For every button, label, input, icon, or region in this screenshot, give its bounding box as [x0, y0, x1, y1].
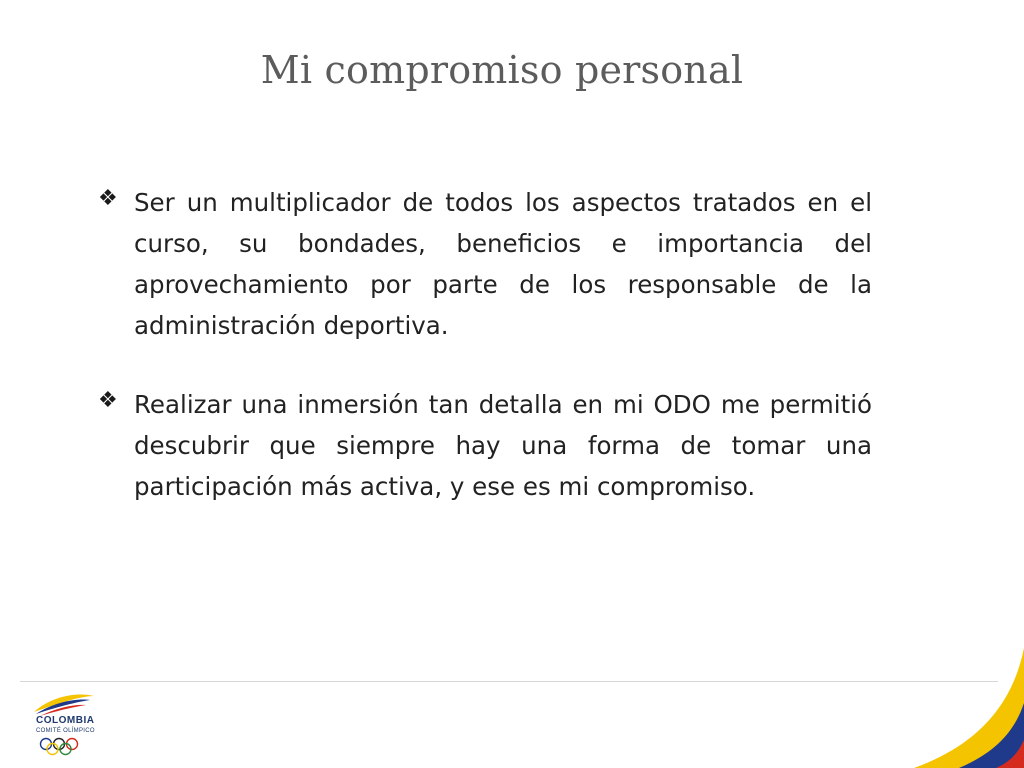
flame-swoosh-icon [22, 688, 122, 718]
bullet-text: Realizar una inmersión tan detalla en mi ODO me permitió descubrir que siempre hay una forma de tomar una participación más activa, y ese es mi compromiso. [134, 390, 872, 501]
bullet-item [98, 384, 872, 507]
logo-country-text: COLOMBIA [36, 715, 95, 726]
bullet-item [98, 182, 872, 346]
diamond-bullet-icon: ❖ [98, 388, 118, 413]
slide-title: Mi compromiso personal [260, 48, 744, 92]
diamond-bullet-icon: ❖ [98, 186, 118, 211]
bullet-text: Ser un multiplicador de todos los aspectos tratados en el curso, su bondades, beneficios e importancia del aprovechamiento por parte de los responsable de la administración deportiva. [134, 188, 872, 340]
colombia-olympic-committee-logo [22, 688, 122, 766]
olympic-rings-icon [36, 736, 96, 756]
flag-corner-decoration [914, 648, 1024, 768]
bullet-list [98, 182, 872, 545]
logo-committee-text: COMITÉ OLÍMPICO [36, 728, 95, 734]
footer-divider [20, 681, 998, 682]
